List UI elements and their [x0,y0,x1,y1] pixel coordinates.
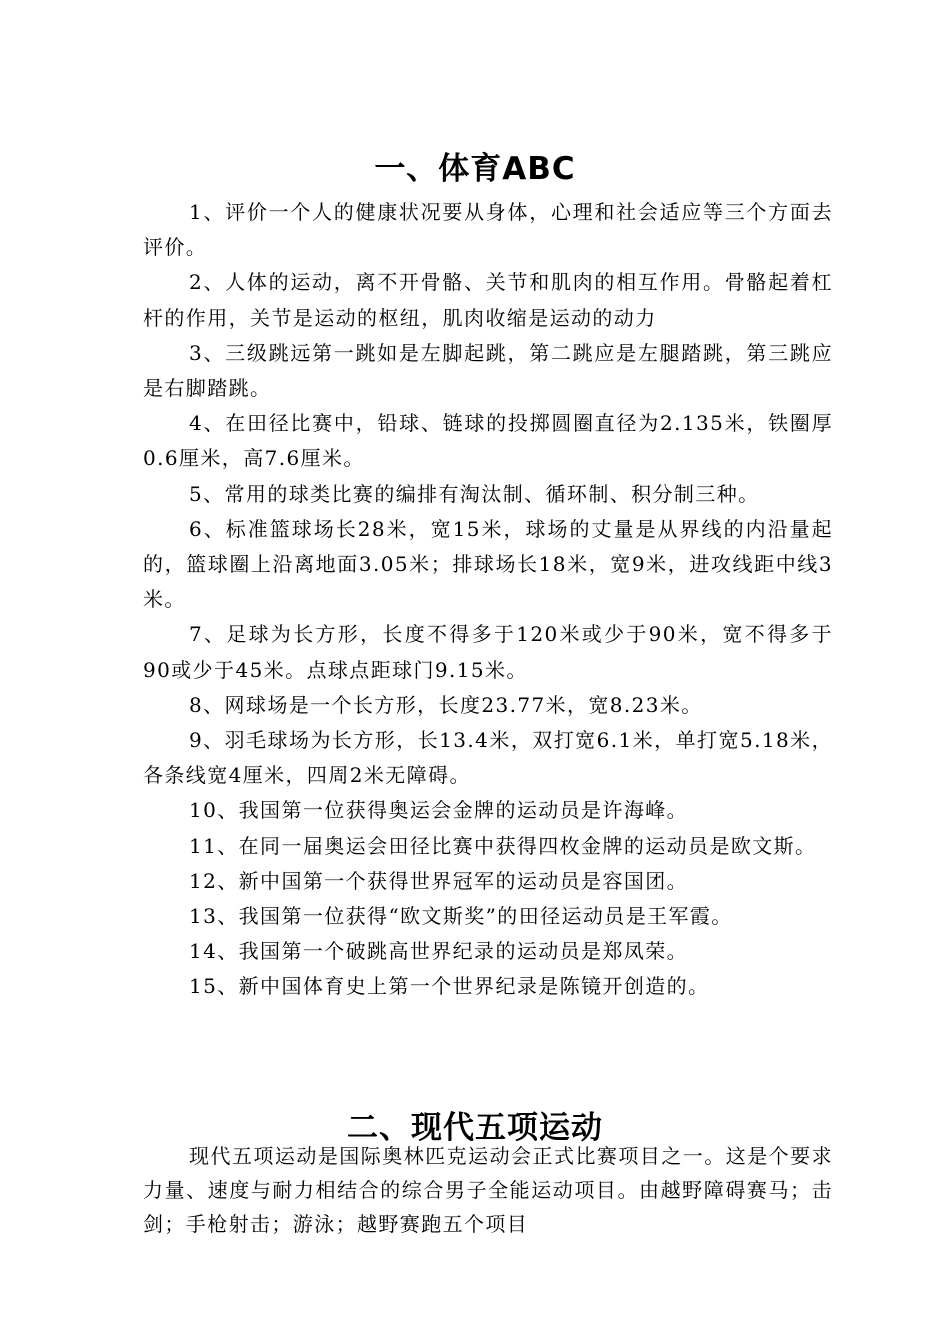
list-item: 12、新中国第一个获得世界冠军的运动员是容国团。 [189,868,689,893]
list-item: 2、人体的运动，离不开骨骼、关节和肌肉的相互作用。骨骼起着杠杆的作用，关节是运动的枢纽，肌肉收缩是运动的动力 [143,270,833,330]
section-2-paragraph: 现代五项运动是国际奥林匹克运动会正式比赛项目之一。这是个要求力量、速度与耐力相结合的综合男子全能运动项目。由越野障碍赛马；击剑；手枪射击；游泳；越野赛跑五个项目 [143,1144,833,1236]
list-item: 5、常用的球类比赛的编排有淘汰制、循环制、积分制三种。 [189,481,760,506]
section-2-body [143,1139,833,1241]
list-item: 14、我国第一个破跳高世界纪录的运动员是郑凤荣。 [189,939,689,964]
list-item: 10、我国第一位获得奥运会金牌的运动员是许海峰。 [189,798,689,823]
list-item: 3、三级跳远第一跳如是左脚起跳，第二跳应是左腿踏跳，第三跳应是右脚踏跳。 [143,340,833,401]
section-1-title: 一、体育ABC [374,150,576,187]
section-1-body [143,195,833,1005]
list-item: 13、我国第一位获得“欧文斯奖”的田径运动员是王军霞。 [189,904,733,929]
list-item: 1、评价一个人的健康状况要从身体，心理和社会适应等三个方面去评价。 [143,200,833,260]
list-item: 9、羽毛球场为长方形，长13.4米，双打宽6.1米，单打宽5.18米，各条线宽4厘米，四周2米无障碍。 [143,728,833,788]
list-item: 11、在同一届奥运会田径比赛中获得四枚金牌的运动员是欧文斯。 [189,833,817,858]
list-item: 8、网球场是一个长方形，长度23.77米，宽8.23米。 [189,692,703,717]
section-2-title: 二、现代五项运动 [347,1109,603,1146]
list-item: 6、标准篮球场长28米，宽15米，球场的丈量是从界线的内沿量起的，篮球圈上沿离地面3.05米；排球场长18米，宽9米，进攻线距中线3米。 [143,516,833,612]
list-item: 7、足球为长方形，长度不得多于120米或少于90米，宽不得多于90或少于45米。点球点距球门9.15米。 [143,622,833,682]
list-item: 15、新中国体育史上第一个世界纪录是陈镜开创造的。 [189,974,710,999]
list-item: 4、在田径比赛中，铅球、链球的投掷圆圈直径为2.135米，铁圈厚0.6厘米，高7.6厘米。 [143,411,833,471]
